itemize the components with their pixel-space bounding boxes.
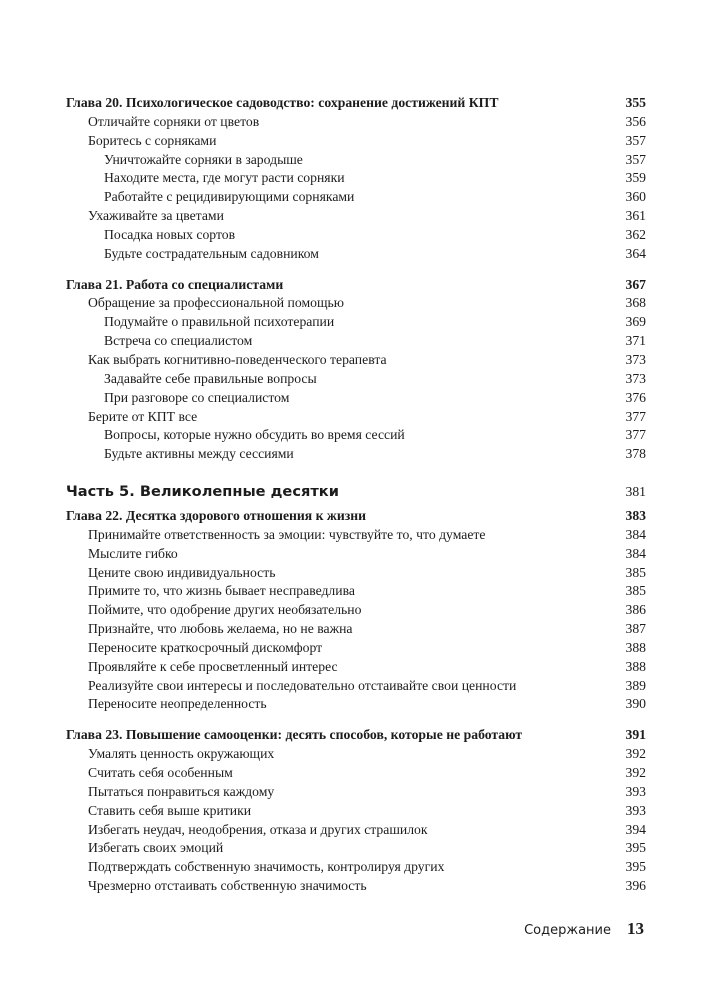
toc-subsection-entry bbox=[66, 188, 646, 207]
toc-entry-page: 392 bbox=[625, 746, 646, 762]
toc-chapter-entry bbox=[66, 507, 646, 526]
toc-entry-page: 355 bbox=[625, 95, 646, 110]
section-spacer bbox=[66, 264, 646, 276]
toc-entry-page: 385 bbox=[625, 564, 646, 580]
section-spacer bbox=[66, 464, 646, 481]
toc-subsection-entry bbox=[66, 313, 646, 332]
toc-section-entry bbox=[66, 351, 646, 370]
toc-entry-page: 392 bbox=[625, 765, 646, 780]
toc-chapter-entry bbox=[66, 726, 646, 745]
toc-section-entry bbox=[66, 564, 646, 583]
toc-section-entry bbox=[66, 639, 646, 658]
toc-subsection-entry bbox=[66, 389, 646, 408]
toc-section-entry bbox=[66, 620, 646, 639]
toc-entry-title: Берите от КПТ все bbox=[88, 408, 198, 424]
toc-entry-page: 395 bbox=[625, 840, 646, 856]
toc-entry-title: Глава 22. Десятка здорового отношения к жизни bbox=[66, 508, 367, 524]
toc-section-entry bbox=[66, 821, 646, 840]
toc-entry-page: 378 bbox=[625, 446, 646, 462]
toc-entry-title: Переносите краткосрочный дискомфорт bbox=[88, 639, 323, 655]
table-of-contents bbox=[66, 94, 646, 896]
toc-entry-title: Принимайте ответственность за эмоции: чувствуйте то, что думаете bbox=[88, 526, 486, 542]
toc-entry-page: 373 bbox=[625, 370, 646, 386]
toc-entry-title: Работайте с рецидивирующими сорняками bbox=[104, 189, 355, 205]
toc-entry-page: 391 bbox=[625, 727, 646, 743]
toc-entry-page: 389 bbox=[625, 677, 646, 693]
toc-section-entry bbox=[66, 601, 646, 620]
toc-entry-title: Примите то, что жизнь бывает несправедлива bbox=[88, 583, 355, 599]
toc-entry-page: 395 bbox=[625, 859, 646, 875]
toc-entry-page: 373 bbox=[625, 351, 646, 367]
toc-entry-page: 377 bbox=[625, 427, 646, 443]
toc-entry-title: Мыслите гибко bbox=[88, 545, 178, 561]
toc-entry-title: Встреча со специалистом bbox=[104, 333, 253, 349]
toc-entry-title: Поймите, что одобрение других необязательно bbox=[88, 602, 362, 618]
toc-section-entry bbox=[66, 113, 646, 132]
toc-entry-title: Задавайте себе правильные вопросы bbox=[104, 370, 317, 386]
toc-subsection-entry bbox=[66, 332, 646, 351]
toc-section-entry bbox=[66, 877, 646, 896]
toc-entry-title: Избегать неудач, неодобрения, отказа и других страшилок bbox=[88, 821, 428, 837]
toc-subsection-entry bbox=[66, 226, 646, 245]
toc-entry-title: Подтверждать собственную значимость, контролируя других bbox=[88, 859, 445, 875]
toc-subsection-entry bbox=[66, 151, 646, 170]
toc-entry-title: Избегать своих эмоций bbox=[88, 840, 224, 856]
toc-entry-title: Будьте активны между сессиями bbox=[104, 446, 294, 462]
toc-entry-page: 360 bbox=[625, 189, 646, 205]
toc-entry-title: Умалять ценность окружающих bbox=[88, 746, 275, 762]
toc-subsection-entry bbox=[66, 245, 646, 264]
toc-entry-title: Ухаживайте за цветами bbox=[88, 208, 224, 224]
toc-entry-title: Чрезмерно отстаивать собственную значимость bbox=[88, 878, 367, 894]
toc-entry-page: 393 bbox=[625, 783, 646, 799]
toc-entry-page: 384 bbox=[625, 545, 646, 561]
toc-entry-page: 383 bbox=[625, 508, 646, 524]
toc-entry-title: Реализуйте свои интересы и последовательно отстаивайте свои ценности bbox=[88, 677, 517, 693]
toc-entry-title: Подумайте о правильной психотерапии bbox=[104, 314, 335, 330]
toc-section-entry bbox=[66, 858, 646, 877]
toc-entry-title: Ставить себя выше критики bbox=[88, 802, 252, 818]
toc-entry-title: Обращение за профессиональной помощью bbox=[88, 295, 344, 311]
toc-section-entry bbox=[66, 207, 646, 226]
toc-entry-title: Вопросы, которые нужно обсудить во время сессий bbox=[104, 427, 405, 443]
toc-section-entry bbox=[66, 745, 646, 764]
toc-section-entry bbox=[66, 839, 646, 858]
toc-entry-title: Уничтожайте сорняки в зародыше bbox=[104, 151, 303, 167]
toc-entry-title: Переносите неопределенность bbox=[88, 696, 267, 712]
toc-entry-title: Проявляйте к себе просветленный интерес bbox=[88, 658, 338, 674]
toc-entry-title: Глава 23. Повышение самооценки: десять способов, которые не работают bbox=[66, 727, 523, 743]
toc-entry-page: 385 bbox=[625, 583, 646, 599]
page-footer bbox=[524, 919, 644, 939]
toc-entry-page: 381 bbox=[625, 484, 646, 500]
toc-section-entry bbox=[66, 526, 646, 545]
toc-entry-page: 394 bbox=[625, 821, 646, 837]
toc-entry-page: 359 bbox=[625, 170, 646, 186]
toc-entry-page: 362 bbox=[625, 226, 646, 242]
toc-subsection-entry bbox=[66, 426, 646, 445]
toc-entry-page: 384 bbox=[625, 526, 646, 542]
toc-section-entry bbox=[66, 545, 646, 564]
toc-section-entry bbox=[66, 658, 646, 677]
toc-section-entry bbox=[66, 677, 646, 696]
toc-entry-title: Как выбрать когнитивно-поведенческого терапевта bbox=[88, 351, 387, 367]
toc-entry-title: Будьте сострадательным садовником bbox=[104, 245, 319, 261]
toc-chapter-entry bbox=[66, 94, 646, 113]
toc-part-entry bbox=[66, 481, 646, 503]
toc-entry-page: 364 bbox=[625, 245, 646, 261]
toc-subsection-entry bbox=[66, 169, 646, 188]
toc-section-entry bbox=[66, 695, 646, 714]
toc-entry-page: 388 bbox=[625, 658, 646, 674]
toc-entry-page: 376 bbox=[625, 389, 646, 405]
toc-entry-title: Глава 20. Психологическое садоводство: сохранение достижений КПТ bbox=[66, 95, 499, 110]
toc-entry-title: Боритесь с сорняками bbox=[88, 132, 217, 148]
toc-entry-title: Считать себя особенным bbox=[88, 765, 233, 780]
toc-entry-page: 356 bbox=[625, 113, 646, 129]
toc-section-entry bbox=[66, 408, 646, 427]
toc-entry-page: 387 bbox=[625, 621, 646, 637]
running-footer-title: Содержание bbox=[524, 923, 611, 938]
toc-entry-title: Пытаться понравиться каждому bbox=[88, 783, 275, 799]
toc-entry-title: Посадка новых сортов bbox=[104, 226, 236, 242]
toc-entry-page: 386 bbox=[625, 602, 646, 618]
toc-entry-title: Глава 21. Работа со специалистами bbox=[66, 276, 284, 292]
toc-entry-page: 390 bbox=[625, 696, 646, 712]
toc-section-entry bbox=[66, 764, 646, 783]
toc-entry-page: 377 bbox=[625, 408, 646, 424]
toc-entry-title: При разговоре со специалистом bbox=[104, 389, 290, 405]
toc-entry-page: 388 bbox=[625, 639, 646, 655]
toc-entry-page: 367 bbox=[625, 276, 646, 292]
toc-entry-page: 357 bbox=[625, 151, 646, 167]
toc-entry-title: Находите места, где могут расти сорняки bbox=[104, 170, 345, 186]
toc-section-entry bbox=[66, 783, 646, 802]
toc-entry-page: 371 bbox=[625, 333, 646, 349]
toc-entry-page: 361 bbox=[625, 208, 646, 224]
toc-entry-page: 396 bbox=[625, 878, 646, 894]
toc-entry-page: 393 bbox=[625, 802, 646, 818]
toc-chapter-entry bbox=[66, 276, 646, 295]
toc-section-entry bbox=[66, 802, 646, 821]
toc-subsection-entry bbox=[66, 370, 646, 389]
toc-section-entry bbox=[66, 294, 646, 313]
page-number: 13 bbox=[627, 919, 644, 938]
section-spacer bbox=[66, 714, 646, 726]
toc-entry-page: 357 bbox=[625, 132, 646, 148]
toc-entry-page: 369 bbox=[625, 314, 646, 330]
toc-section-entry bbox=[66, 582, 646, 601]
toc-entry-title: Часть 5. Великолепные десятки bbox=[66, 483, 339, 501]
toc-entry-title: Признайте, что любовь желаема, но не важна bbox=[88, 621, 353, 637]
toc-entry-page: 368 bbox=[625, 295, 646, 311]
toc-section-entry bbox=[66, 132, 646, 151]
toc-entry-title: Цените свою индивидуальность bbox=[88, 564, 276, 580]
toc-subsection-entry bbox=[66, 445, 646, 464]
toc-entry-title: Отличайте сорняки от цветов bbox=[88, 113, 260, 129]
